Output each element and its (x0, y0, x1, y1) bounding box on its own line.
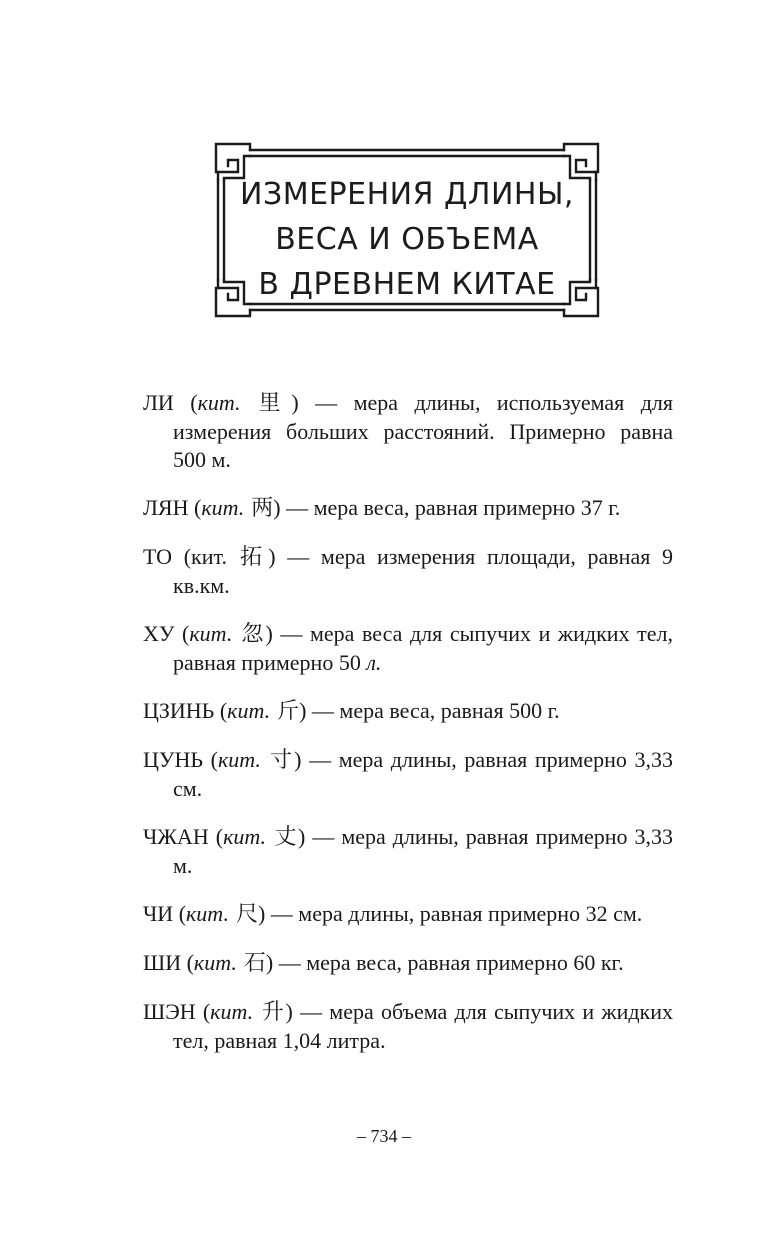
entry-term: ЦУНЬ (143, 747, 203, 772)
entry-open: ( (174, 621, 190, 646)
entry-kit: кит. (210, 999, 254, 1024)
entry-definition: ) — мера длины, равная примерно 3,33 см. (173, 747, 673, 801)
entry-definition: ) — мера веса, равная примерно 37 г. (273, 495, 621, 520)
glossary-entry-hu (143, 620, 673, 677)
chapter-title (214, 172, 600, 307)
entry-definition: ) — мера длины, равная примерно 3,33 м. (173, 824, 674, 878)
entry-unit: л. (366, 650, 382, 675)
entry-hanzi: 忽 (232, 622, 266, 647)
entry-definition: ) — мера веса, равная примерно 60 кг. (265, 950, 624, 975)
title-line-1: ИЗМЕРЕНИЯ ДЛИНЫ, (240, 177, 574, 212)
entry-definition: ) — мера объема для сыпучих и жидких тел, равная 1,04 литра. (173, 999, 674, 1053)
glossary-entry-chi (143, 900, 673, 929)
entry-kit: кит. (217, 747, 261, 772)
entry-kit: кит. (186, 901, 229, 926)
entry-kit: кит. (223, 824, 267, 849)
entry-term: ШИ (143, 950, 182, 975)
entry-hanzi: 石 (236, 951, 266, 976)
glossary-entry-to (143, 543, 673, 600)
entry-hanzi: 丈 (266, 825, 299, 850)
entry-hanzi: 两 (244, 496, 274, 521)
entry-kit: кит. (227, 698, 271, 723)
glossary-entry-lyan (143, 494, 673, 523)
entry-open: ( (202, 747, 218, 772)
glossary-entry-shen (143, 998, 673, 1055)
glossary-list (143, 389, 673, 1075)
entry-term: ЛИ (143, 390, 174, 415)
entry-term: ШЭН (143, 999, 196, 1024)
entry-term: ЦЗИНЬ (143, 698, 215, 723)
entry-open: ( (181, 950, 194, 975)
entry-kit: кит. (201, 495, 245, 520)
entry-hanzi: 里 (240, 391, 292, 416)
glossary-entry-tsun (143, 746, 673, 803)
entry-hanzi: 拓 (226, 545, 269, 570)
entry-kit: кит. (189, 621, 233, 646)
glossary-entry-shi (143, 949, 673, 978)
entry-definition: ) — мера измерения площади, равная 9 кв.км. (173, 544, 673, 598)
title-line-3: В ДРЕВНЕМ КИТАЕ (258, 267, 556, 302)
glossary-entry-tszin (143, 697, 673, 726)
entry-open: ( (208, 824, 224, 849)
entry-open: ( (173, 901, 187, 926)
entry-kit: кит. (197, 390, 241, 415)
title-line-2: ВЕСА И ОБЪЕМА (275, 222, 539, 257)
entry-term: ХУ (143, 621, 175, 646)
entry-hanzi: 寸 (260, 748, 295, 773)
entry-hanzi: 升 (253, 1000, 286, 1025)
entry-definition: ) — мера веса для сыпучих и жидких тел, равная примерно 50 (173, 621, 674, 675)
entry-hanzi: 斤 (270, 699, 300, 724)
entry-definition: ) — мера длины, равная примерно 32 см. (257, 901, 643, 926)
entry-open: (кит. (172, 544, 227, 569)
entry-term: ТО (143, 544, 173, 569)
entry-hanzi: 尺 (228, 902, 258, 927)
entry-term: ЧЖАН (143, 824, 209, 849)
entry-definition: ) — мера длины, используемая для измерения больших расстояний. Примерно равна 500 м. (173, 390, 673, 472)
entry-definition: ) — мера веса, равная 500 г. (299, 698, 560, 723)
entry-open: ( (188, 495, 202, 520)
entry-open: ( (173, 390, 198, 415)
glossary-entry-chzhan (143, 823, 673, 880)
entry-term: ЧИ (143, 901, 174, 926)
entry-term: ЛЯН (143, 495, 189, 520)
glossary-entry-li (143, 389, 673, 474)
entry-open: ( (195, 999, 211, 1024)
page-number: – 734 – (357, 1126, 411, 1146)
entry-kit: кит. (193, 950, 237, 975)
entry-open: ( (214, 698, 228, 723)
chapter-title-frame (214, 142, 600, 318)
